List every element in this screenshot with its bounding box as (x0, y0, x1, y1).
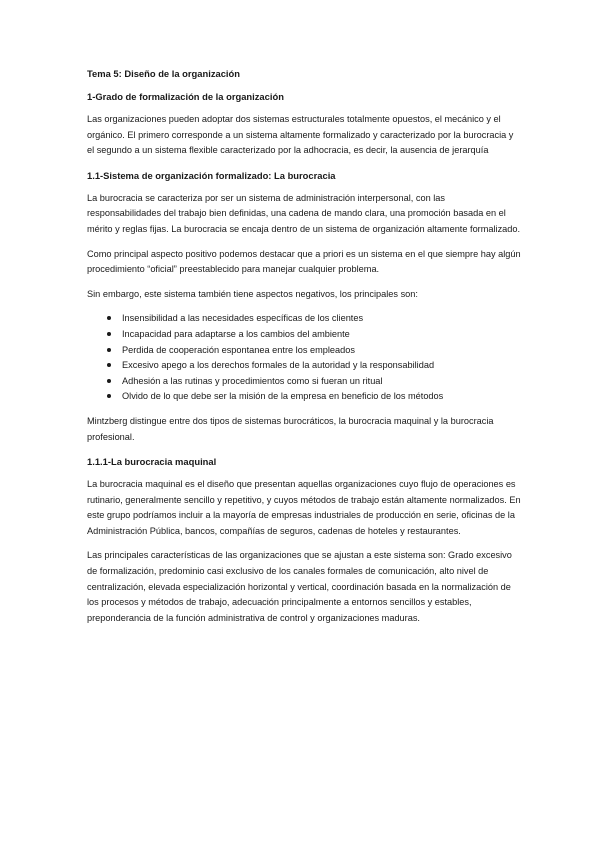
list-item-text: Incapacidad para adaptarse a los cambios del ambiente (122, 328, 350, 339)
section-1-1-paragraph-3: Sin embargo, este sistema también tiene aspectos negativos, los principales son: (87, 288, 418, 299)
list-item (87, 327, 521, 343)
negative-aspects-list (87, 311, 521, 405)
section-1-1-paragraph-1: La burocracia se caracteriza por ser un sistema de administración interpersonal, con las responsabilidades del trabajo bien definidas, una cadena de mando clara, una promoción basada en el mérito y reglas fijas. La burocracia se encaja dentro de un sistema de organización altamente formalizado. (87, 192, 521, 234)
section-heading-1-1-1: 1.1.1-La burocracia maquinal (87, 456, 217, 468)
document-title: Tema 5: Diseño de la organización (87, 68, 240, 79)
list-item-text: Insensibilidad a las necesidades específicas de los clientes (122, 313, 364, 324)
list-item (87, 358, 521, 374)
section-1-1-paragraph-4: Mintzberg distingue entre dos tipos de sistemas burocráticos, la burocracia maquinal y la burocracia profesional. (87, 415, 494, 442)
list-item (87, 343, 521, 359)
list-item-text: Adhesión a las rutinas y procedimientos como si fueran un ritual (122, 375, 383, 386)
section-1-1-1-paragraph-2: Las principales características de las organizaciones que se ajustan a este sistema son: Grado excesivo de formalización, predominio casi exclusivo de los canales formales de comunicación, alto nivel de centralización, elevada especialización horizontal y vertical, coordinación basada en la normalización de los procesos y métodos de trabajo, adecuación principalmente a entornos sencillos y estables, preponderancia de la función administrativa de control y organizaciones maduras. (87, 550, 512, 623)
section-heading-1: 1-Grado de formalización de la organización (87, 91, 284, 102)
list-item (87, 389, 521, 405)
section-1-paragraph: Las organizaciones pueden adoptar dos sistemas estructurales totalmente opuestos, el mecánico y el orgánico. El primero corresponde a un sistema altamente formalizado y caracterizado por la burocracia y el segundo a un sistema flexible caracterizado por la adhocracia, es decir, la ausencia de jerarquía (87, 114, 514, 156)
section-1-1-1-paragraph-1: La burocracia maquinal es el diseño que presentan aquellas organizaciones cuyo flujo de operaciones es rutinario, generalmente sencillo y repetitivo, y cuyos métodos de trabajo están altamente normalizados. En este grupo podríamos incluir a la mayoría de empresas industriales de producción en serie, oficinas de la Administración Pública, bancos, compañías de seguros, cadenas de hoteles y restaurantes. (87, 479, 521, 536)
list-item (87, 311, 521, 327)
list-item-text: Excesivo apego a los derechos formales de la autoridad y la responsabilidad (122, 360, 435, 371)
section-1-1-paragraph-2: Como principal aspecto positivo podemos destacar que a priori es un sistema en el que siempre hay algún procedimiento “oficial” preestablecido para manejar cualquier problema. (87, 248, 521, 275)
list-item (87, 374, 521, 390)
section-heading-1-1: 1.1-Sistema de organización formalizado: La burocracia (87, 169, 336, 181)
list-item-text: Olvido de lo que debe ser la misión de la empresa en beneficio de los métodos (122, 391, 444, 402)
list-item-text: Perdida de cooperación espontanea entre los empleados (122, 344, 355, 355)
